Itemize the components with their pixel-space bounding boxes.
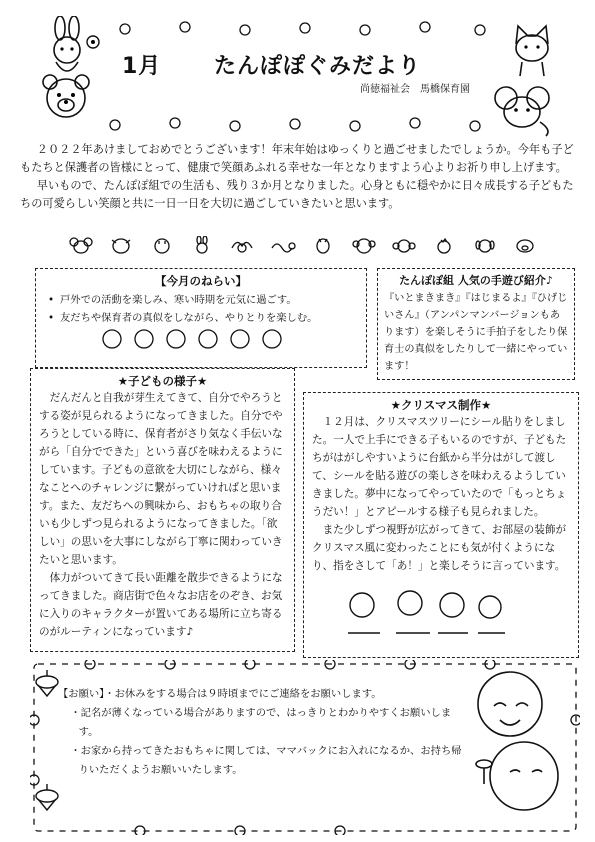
intro-text xyxy=(20,141,580,213)
dragon-icon xyxy=(229,236,255,254)
horse-icon xyxy=(310,236,336,254)
mouse-icon xyxy=(492,82,558,138)
mouse-icon xyxy=(68,236,94,254)
boar-icon xyxy=(512,236,538,254)
month-label: 1月 xyxy=(122,54,162,79)
rooster-icon xyxy=(431,236,457,254)
bear-icon xyxy=(36,68,96,128)
cow-icon xyxy=(108,236,134,254)
animal-parade-icon xyxy=(100,327,284,351)
children-status-box xyxy=(30,368,295,652)
list-item: • 友だちや保育者の真似をしながら、やりとりを楽しむ。 xyxy=(46,309,356,327)
spinning-top-icon xyxy=(34,782,60,812)
notice-item: ・記名が薄くなっている場合がありますので、はっきりとわかりやすくお願いします。 xyxy=(70,707,452,738)
christmas-paragraph: また少しずつ視野が広がってきて、お部屋の装飾がクリスマス風に変わったことにも気が付くようになり、指をさして「あ！」と楽しそうに言っています。 xyxy=(312,524,567,572)
children-paragraph: だんだんと自我が芽生えてきて、自分でやろうとする姿が見られるようになってきました。自分でやろうとしている時に、保育者がさり気なく手伝いながら「自分でできた」という喜びを味わえるようにしています。子どもの意欲を大切にしながら、様々なことへのチャレンジに繋がっていければと思います。また、友だちへの興味から、おもちゃの取り合いも少しずつ見られるようになってきました。「欲しい」の思いを大事にしながら丁寧に関わっていきたいと思います。 xyxy=(39,392,283,566)
zodiac-animal-strip xyxy=(68,236,538,254)
dog-icon xyxy=(472,236,498,254)
children-paragraph: 体力がついてきて長い距離を散歩できるようになってきました。商店街で色々なお店をのぞき、お気に入りのキャラクターが置いてある場所に立ち寄るのがルーティンになっています♪ xyxy=(39,572,283,638)
sheep-icon xyxy=(351,236,377,254)
monkey-icon xyxy=(391,236,417,254)
snake-icon xyxy=(270,236,296,254)
aims-list xyxy=(46,291,356,327)
popular-hand-play-box xyxy=(377,268,575,380)
cat-icon xyxy=(506,22,556,78)
flower-border xyxy=(95,114,495,136)
aims-title: 【今月のねらい】 xyxy=(155,274,247,288)
list-item: • 戸外での活動を楽しみ、寒い時期を元気に過ごす。 xyxy=(46,291,356,309)
intro-paragraph: ２０２２年あけましておめでとうございます！年末年始はゆっくりと過ごせましたでしょうか。今年も子どもたちと保護者の皆様にとって、健康で笑顔あふれる幸せな一年となりますよう心よりお祈り申し上げます。 xyxy=(20,143,574,174)
notice-item: 【お願い】・お休みをする場合は９時頃までにご連絡をお願いします。 xyxy=(58,688,382,700)
children-title: ★子どもの様子★ xyxy=(117,374,208,388)
monthly-aims-box xyxy=(35,268,367,368)
hand-play-title: たんぽぽ組 人気の手遊び紹介♪ xyxy=(399,274,553,287)
christmas-craft-box xyxy=(303,392,579,658)
christmas-paragraph: １２月は、クリスマスツリーにシール貼りをしました。一人で上手にできる子もいるのですが、子どもたちがはがしやすいように台紙から半分はがして渡して、シールを貼る遊びの楽しさを味わえるようしていきました。夢中になってやっていたので「もっとちょうだい！」とアピールする様子も見られました。 xyxy=(312,416,567,518)
notice-item: ・お家から持ってきたおもちゃに関しては、ママバックにお入れになるか、お持ち帰りいただくようお願いいたします。 xyxy=(70,745,462,776)
hand-play-text: 『いとまきまき』『はじまるよ』『ひげじいさん』（アンパンマンバージョンもあります）を楽しそうに手拍子をしたり保育士の真似をしたりして一緒にやっています！ xyxy=(384,293,568,372)
children-playing-icon xyxy=(340,587,510,635)
organization-name: 尚徳福祉会 馬橋保育園 xyxy=(360,84,470,95)
rabbit-icon xyxy=(189,236,215,254)
baby-icon xyxy=(460,664,572,824)
spinning-top-icon xyxy=(34,668,60,698)
intro-paragraph: 早いもので、たんぽぽ組での生活も、残り３か月となりました。心身ともに穏やかに日々成長する子どもたちの可愛らしい笑顔と共に一日一日を大切に過ごしていきたいと思います。 xyxy=(20,179,574,210)
notice-section xyxy=(58,685,468,780)
flower-border xyxy=(95,18,495,40)
christmas-title: ★クリスマス制作★ xyxy=(390,398,492,412)
tiger-icon xyxy=(149,236,175,254)
newsletter-title: たんぽぽぐみだより xyxy=(213,54,421,79)
page-title xyxy=(122,49,421,80)
